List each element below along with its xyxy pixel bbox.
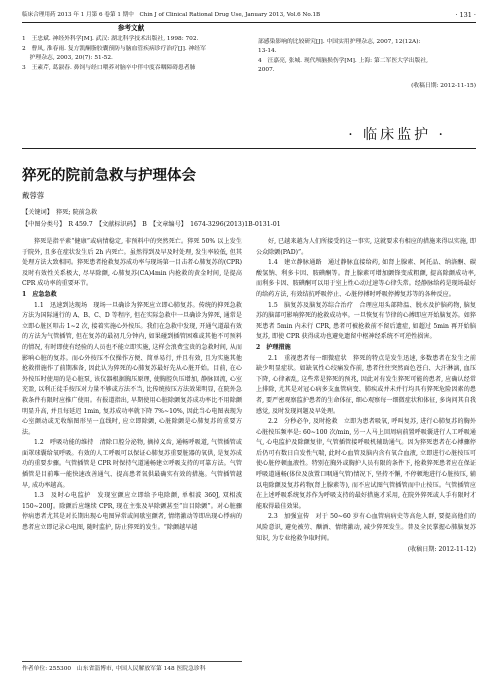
received-date: (收稿日期: 2012-11-15): [411, 82, 476, 89]
body-column-right: [256, 237, 476, 556]
reference-line: 1 王忠斌. 神经外科学[M]. 武汉: 湖北科学技术出版社, 1998: 702.: [22, 36, 199, 43]
reference-line: 3 王素芹, 葛淑春. 鼻饲与经口喂养对脑卒中伴中度吞咽障碍患者肺: [22, 64, 196, 71]
received-date: (收稿日期: 2012-11-12): [407, 546, 476, 554]
reference-line: 部感染影响的比较研究[J]. 中国实用护理杂志, 2007, 12(12A):: [258, 39, 421, 45]
reference-line: 13-14.: [258, 48, 277, 55]
paragraph: 1.1 迅速到达现场 现场一旦确诊为猝死应立即心肺复苏。传统的抑死急救方法为国际通行的 A、B、C、D 等程序, 但在实际急救中一旦确诊为猝死, 通常是立即心脏区叩击 1~2 次, 接着实施心外按压。我们在急救中发现, 开通气道最有效的方法为气管插管, 但在复苏的最初几分钟内, 如果碰到插管困难或其他不可预料的情况, 有时即使有经验的人员也不能立即实施, 这样会浪费宝贵的急救时间, 从而影响心脏的复苏。而心外按压不仅操作方便、简单易行, 并且有效, 且为实施其他抢救措施作了前期准备, 因此认为猝死的心肺复苏最好先从心脏开始。目前, 在心外按压时使用的是心脏泵, 该仪器根据胸压原理, 使胸腔负压增加, 静脉回流, 心室充盈, 以利正徒手按压对力量不够或方法不当, 比传统按压方法效果明显, 在院外急救条件有限时应推广使用。有报道指出, 早期使用心脏除颤复苏成功率比不用除颤明显升高, 并且每延迟 1min, 复苏成功率就下降 7%~10%, 因此当心电图表现为心室颤动或无收缩图形呈一直线时, 应立即除颤, 心脏除颤是心肺复苏的重要方法。: [22, 301, 242, 436]
paragraph: 1.5 脑复苏及脑复苏综合治疗 合理应用头部降温、脱水及护脑药物, 脑复苏的脑部可影响猝死的抢救成功率。一旦恢复有节律的心搏即应开始脑复苏。如猝死患者 5min 内未行 CPR, 患者可被抢救前不留后遗症, 如超过 5min 再开始脑复苏, 即使 CPR 获得成功也避免遗留中枢神经系统不可逆性损害。: [256, 301, 476, 341]
references-right: [258, 38, 476, 91]
reference-line: 2 曹凤, 淮春雨. 复方凯酮脂胶囊预防与脑血管疾病诊疗治疗[J]. 神经军: [22, 45, 206, 52]
body-column-left: [22, 237, 242, 534]
section-rule: [22, 148, 476, 149]
journal-citation: 临床合理用药 2013 年 1 月第 6 卷第 1 期中 Chin J of Clinical Rational Drug Use, January 2013, Vol.6 No.1B: [22, 12, 321, 18]
reference-line: 2007.: [258, 67, 275, 74]
paragraph: 2.1 重视患者每一细微症状 猝死的特点是发生迅速, 多数患者在发生之前缺少明显症状。如缺氧性心绞痛发作前, 患者往往突然面色苍白、大汗淋漓, 血压下降, 心律紊乱, 这些常是猝死的预兆, 因此对有发生猝死可能的患者, 应确认经常上排除, 尤其是对冠心病多支血管病变、肺疾或并未并行均具有猝死危险因素的患者, 要严密观察监护患者的生命体征, 细心观察每一细微症状和体征, 多询问其自我感觉, 及时发现问题及早处理。: [256, 354, 476, 415]
paragraph: 2.2 分秒必争, 及时抢救 立即为患者吸氧, 呼叫复苏, 进行心肺复苏的胸外心脏按压频率是: 60~100 次/min, 另一人马上回周病前置呼吸囊进行人工呼吸通气, 心电监护及除颤复律, 气管插管接呼吸机辅助通气。因为猝死患者在心搏骤停后仍可有数日自发性气喘, 此时心血管及脑内含有氧合血液, 立即进行心脏按压可使心脏停顿血液性。特别在胸外或胸护人员有限的条件下, 抢救猝死患者应在保证呼吸道通畅(体位及放置口咽通气管)情况下, 坚持不懈, 不停顿地进行心脏按压, 辅以电除颤及复苏药物(肾上腺素等), 而不应试图气管插管而中止按压。气管插管应在上述呼吸系统复苏作为呼吸支持的最好措施才采用, 在院外猝死或人手有限时才能取得最佳效果。: [256, 418, 476, 510]
running-header: [22, 10, 476, 21]
references-left: [22, 24, 240, 73]
paragraph: 1.4 建立静脉通路 通过静脉直接给药, 如肾上腺素、阿托品、纳洛酮、碳酸氢钠、利多卡因、胺碘酮等。肾上腺素可增加颤锋变成粗颤, 提高除颤成功率, 而利多卡因、胺碘酮可以用于室上性心动过速等心律失常。经静脉给药是现场最好的给药方法, 有效结抗呼吸停止、心脏停搏时呼吸停搏复苏等的各种反应。: [256, 259, 476, 298]
reference-line: 4 汪嘉亮, 张城. 现代颅脑损伤学[M]. 上海: 第二军医大学出版社,: [258, 57, 428, 64]
paragraph: 猝死是指平素“健康”或病情稳定, 非预料中的突然死亡。猝死 50% 以上发生于院外, 且多在症状发生后 2h 内死亡。虽然得到及早及时处理, 发生率较低, 但其处理方法大致相同。猝死患者抢救复苏成功率与现场第一目击者心肺复苏的(CPR)及时有效性关系极大, 尽早除颤, 心肺复苏(CA)4min 内抢救的黄金时间, 是提高 CPR 成功率的重要环节。: [22, 238, 242, 288]
paragraph: 2.3 加强宣传 对于 50~60 岁有心血管病病史等高危人群, 要提高他们的风险意识, 避免被劳、酗酒、情绪激动, 减少猝死发生。普及全民掌握心肺脑复苏知识, 为专业抢救争取时间。: [256, 513, 476, 542]
article-author: 戴蓉蓉: [22, 191, 45, 200]
keywords: 【关键词】 猝死; 院前急救: [22, 209, 98, 216]
section-heading: 1 应急急救: [22, 290, 57, 298]
paragraph: 1.2 呼吸功能的维持 清除口腔分泌物, 摘掉义齿, 通畅呼吸道, 气管插管或面罩球囊给氧呼吸。有效的人工呼吸可以保证心肺复苏重要脏器的氧供, 是复苏成功的重要步骤。气管插管是 CPR 时保持气道通畅建立呼吸支持的可靠方法。气管插管是目前唯一能快速改善通气、提高患者氧供最确实有效的措施。气管插管越早, 成功率越高。: [22, 439, 242, 489]
paragraph: 1.3 及时心电监护 发现室颤应立即给予电除颤, 单相波 360J, 双相波 150~200J。除颤后应继续 CPR, 现在主张及早除颤甚至“盲目除颤”。对心脏骤停病患者尤其是对长期出现心电图异常或间歇室颤者, 情绪激动等即出现心悸病的患者应立即记录心电图, 随时监护, 防止猝死的发生。“除颤越早越: [22, 492, 242, 532]
column-title: · 临床监护 ·: [348, 127, 446, 143]
references-heading: 参考文献: [117, 24, 145, 32]
author-affiliation-footnote: 作者单位: 255300 山东省淄博市, 中国人民解放军第 148 医院急诊科: [22, 661, 242, 674]
classification-codes: 【中图分类号】 R 459.7 【文献标识码】 B 【文章编号】 1674-3296(2013)1B-0131-01: [22, 221, 281, 228]
page-number: · 131 ·: [455, 11, 476, 19]
article-title: 猝死的院前急救与护理体会: [22, 167, 196, 184]
header-rule: [22, 22, 476, 23]
paragraph: 好, 已越来越为人们所接受的这一事实, 这就要求有相应的措施来得以实施, 即公众除颤(PAD)”。: [256, 238, 476, 256]
section-heading: 2 护理措施: [256, 343, 291, 351]
reference-line: 护理杂志, 2003, 20(7): 51-52.: [22, 55, 113, 62]
